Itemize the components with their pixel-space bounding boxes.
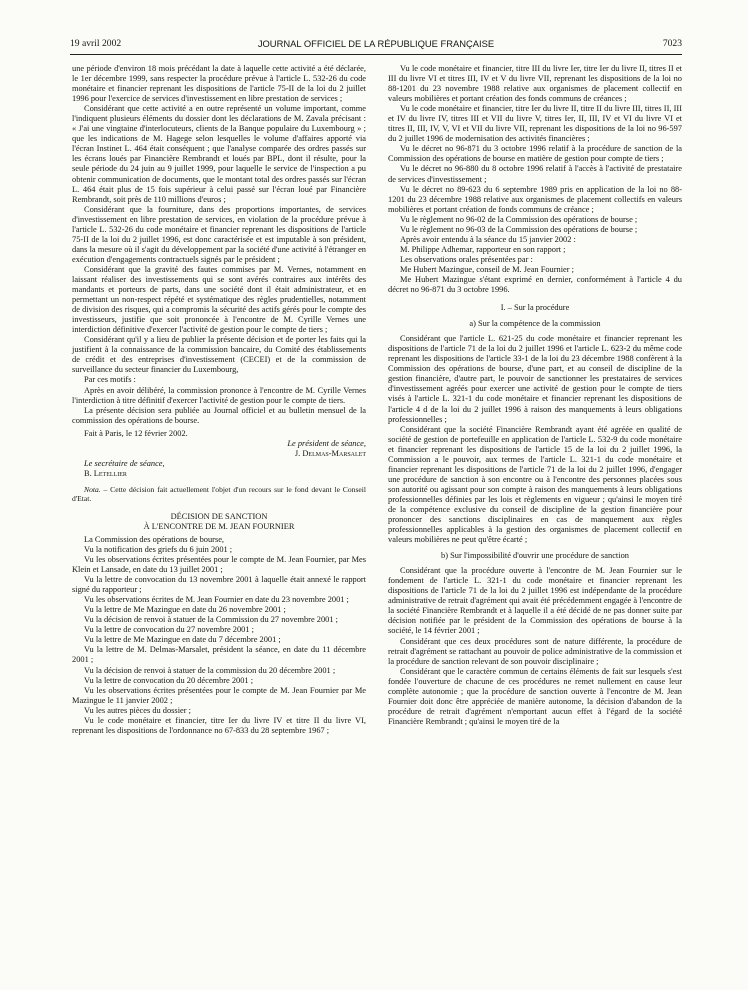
- hearing-line: Me Hubert Mazingue, conseil de M. Jean Fournier ;: [400, 264, 574, 274]
- hearing-line: Me Hubert Mazingue s'étant exprimé en dernier, conformément à l'article 4 du décret no 96-871 du 3 octobre 1996.: [388, 274, 682, 295]
- visa-item: Vu le code monétaire et financier, titre Ier du livre II, titre II du livre III, titres II, III et IV du livre IV, titres III et VII du livre V, titres Ier, II, III, IV et VI du livre VI et titres II, III, IV, V, VI et VII du livre VII, reprenant les dispositions de la loi no 96-597 du 2 juillet 1996 de modernisation des activités financières ;: [388, 104, 682, 144]
- page-header: [70, 37, 682, 51]
- decision-title-line-1: DÉCISION DE SANCTION: [170, 511, 268, 521]
- paragraph: Considérant que le caractère commun de certains éléments de fait sur lesquels s'est fondée l'ouverture de chacune de ces procédures ne remet nullement en cause leur complète autonomie ; que la procédure de sanction ouverte à l'encontre de M. Jean Fournier doit donc être appréciée de manière autonome, la décision d'abandon de la procédure de retrait d'agrément n'emportant aucun effet à l'égard de la société Financière Rembrandt ; qu'ainsi le moyen tiré de la: [388, 666, 682, 726]
- visa-item: Vu le code monétaire et financier, titre III du livre Ier, titre Ier du livre II, titres II et III du livre VI et titres III, IV et V du livre VII, reprenant les dispositions de la loi no 88-1201 du 23 novembre 1988 relative aux organismes de placement collectif en valeurs mobilières et portant création des fonds communs de créances ;: [388, 64, 682, 104]
- decision-intro: La Commission des opérations de bourse,: [84, 534, 225, 544]
- subsection-a-heading: a) Sur la compétence de la commission: [469, 319, 601, 329]
- visa-item: Vu la lettre de convocation du 20 décembre 2001 ;: [84, 675, 254, 685]
- visa-item: Vu les observations écrites présentées pour le compte de M. Jean Fournier par Me Mazingue le 11 janvier 2002 ;: [72, 685, 366, 705]
- visa-item: Vu le code monétaire et financier, titre Ier du livre IV et titre II du livre VI, reprenant les dispositions de l'ordonnance no 67-833 du 28 septembre 1967 ;: [72, 715, 366, 735]
- paragraph: Par ces motifs :: [84, 375, 136, 385]
- visa-item: Vu le décret no 96-880 du 8 octobre 1996 relatif à l'accès à l'activité de prestataire de services d'investissement ;: [388, 164, 682, 184]
- header-page-number: 7023: [662, 38, 682, 49]
- paragraph: La présente décision sera publiée au Journal officiel et au bulletin mensuel de la commission des opérations de bourse.: [72, 405, 366, 425]
- secretary-name: B. Letellier: [84, 468, 127, 478]
- hearing-line: Après avoir entendu à la séance du 15 janvier 2002 :: [400, 234, 576, 244]
- visa-item: Vu la lettre de convocation du 27 novembre 2001 ;: [84, 625, 254, 635]
- paragraph: Considérant que la fourniture, dans des proportions importantes, de services d'investissement en libre prestation de services, en violation de la procédure prévue à l'article L. 532-26 du code monétaire et financier reprenant les dispositions de l'article 75-II de la loi du 2 juillet 1996, est donc caractérisée et est imputable à son président, dans la mesure où il s'agit du développement par la société d'une activité à l'étranger en exécution d'engagements contractuels signés par le président ;: [72, 204, 366, 264]
- paragraph: Considérant que la gravité des fautes commises par M. Vernes, notamment en laissant réaliser des investissements qui se sont avérés contraires aux intérêts des mandants et porteurs de parts, dans une société dont il était administrateur, et en permettant un non-respect répété et systématique des règles prudentielles, notamment de division des risques, qui a compromis la sécurité des actifs gérés pour le compte des investisseurs, justifie que soit prononcée à l'encontre de M. Cyrille Vernes une interdiction définitive d'exercer l'activité de gestion pour le compte de tiers ;: [72, 264, 366, 335]
- paragraph: Considérant qu'il y a lieu de publier la présente décision et de porter les faits qui la justifient à la connaissance de la commission bancaire, du Comité des établissements de crédit et des entreprises d'investissement (CECEI) et de la commission de surveillance du secteur financier du Luxembourg,: [72, 335, 366, 375]
- hearing-line: Les observations orales présentées par :: [400, 254, 533, 264]
- header-journal-title: JOURNAL OFFICIEL DE LA RÉPUBLIQUE FRANÇAISE: [257, 38, 495, 49]
- visa-item: Vu la notification des griefs du 6 juin 2001 ;: [84, 544, 233, 554]
- visa-item: Vu la lettre de M. Delmas-Marsalet, président la séance, en date du 11 décembre 2001 ;: [72, 645, 366, 665]
- note-label: Nota.: [84, 484, 101, 494]
- president-title: Le président de séance,: [287, 438, 366, 448]
- paragraph: une période d'environ 18 mois précédant la date à laquelle cette activité a été déclarée, le 1er décembre 1999, sans respecter la procédure prévue à l'article L. 532-26 du code monétaire et financier reprenant les dispositions de l'article 75-II de la loi du 2 juillet 1996 pour l'exercice de services d'investissement en libre prestation de services ;: [72, 64, 366, 104]
- visa-item: Vu les observations écrites de M. Jean Fournier en date du 23 novembre 2001 ;: [84, 595, 349, 605]
- visa-item: Vu le règlement no 96-02 de la Commission des opérations de bourse ;: [400, 214, 638, 224]
- visa-item: Vu la lettre de Me Mazingue en date du 26 novembre 2001 ;: [84, 605, 286, 615]
- visa-item: Vu les observations écrites présentées pour le compte de M. Jean Fournier, par Mes Klein et Lansade, en date du 13 juillet 2001 ;: [72, 555, 366, 575]
- paragraph: Considérant que la procédure ouverte à l'encontre de M. Jean Fournier sur le fondement de l'article L. 321-1 du code monétaire et financier reprenant les dispositions de l'article 71 de la loi du 2 juillet 1996 est indépendante de la procédure administrative de retrait d'agrément qui avait été précédemment engagée à l'encontre de la société Financière Rembrandt et à laquelle il a été décidé de ne pas donner suite par décision notifiée par le président de la Commission des opérations de bourse à la société, le 14 février 2001 ;: [388, 566, 682, 636]
- paragraph: Considérant que ces deux procédures sont de nature différente, la procédure de retrait d'agrément se rattachant au pouvoir de police administrative de la commission et la procédure de sanction relevant de son pouvoir disciplinaire ;: [388, 636, 682, 666]
- decision-title-line-2: À L'ENCONTRE DE M. JEAN FOURNIER: [143, 521, 295, 531]
- header-date: 19 avril 2002: [70, 38, 122, 49]
- president-name: J. Delmas-Marsalet: [294, 448, 366, 458]
- visa-item: Vu le règlement no 96-03 de la Commission des opérations de bourse ;: [400, 224, 638, 234]
- visa-item: Vu la décision de renvoi à statuer de la Commission du 27 novembre 2001 ;: [84, 615, 338, 625]
- secretary-title: Le secrétaire de séance,: [84, 458, 165, 468]
- paragraph: Considérant que cette activité a en outre représenté un volume important, comme l'indiquent plusieurs éléments du dossier dont les déclarations de M. Zavala précisant : « J'ai une vingtaine d'interlocuteurs, clients de la Banque populaire du Luxembourg » ; que les indications de M. Hagege selon lesquelles le volume d'affaires apporté via l'écran Instinet L. 464 était conséquent ; que l'analyse comparée des ordres passés sur les écrans loués par Financière Rembrandt et loués par BPL, dont il résulte, pour la seule période du 24 juin au 9 juillet 1999, pour laquelle le service de l'inspection a pu obtenir communication de documents, que le montant total des ordres passés sur l'écran L. 464 était plus de 15 fois supérieur à celui passé sur l'écran loué par Financière Rembrandt, soit près de 110 millions d'euros ;: [72, 104, 366, 204]
- nota-note: [72, 485, 366, 503]
- subsection-b-heading: b) Sur l'impossibilité d'ouvrir une procédure de sanction: [441, 551, 629, 561]
- note-text: – Cette décision fait actuellement l'objet d'un recours sur le fond devant le Conseil d'Etat.: [72, 484, 366, 503]
- section-heading: I. – Sur la procédure: [500, 303, 570, 313]
- right-column: [388, 64, 682, 727]
- visa-item: Vu la lettre de convocation du 13 novembre 2001 à laquelle était annexé le rapport signé du rapporteur ;: [72, 575, 366, 595]
- paragraph: Considérant que la société Financière Rembrandt ayant été agréée en qualité de société de gestion de portefeuille en application de l'article L. 532-9 du code monétaire et financier reprenant les dispositions de l'article 15 de la loi du 2 juillet 1996, la Commission a le pouvoir, aux termes de l'article L. 321-1 du code monétaire et financier reprenant les dispositions de l'article 71 de la loi du 2 juillet 1996, d'engager une procédure de sanction à son encontre ou à l'encontre des personnes placées sous son autorité ou agissant pour son compte à raison des manquements à leurs obligations professionnelles définies par les lois et règlements en vigueur ; qu'ainsi le moyen tiré de la compétence exclusive du conseil de discipline de la gestion financière pour prononcer des sanctions disciplinaires en cas de manquement aux règles professionnelles applicables à la gestion des organismes de placement collectif en valeurs mobilières ne peut qu'être écarté ;: [388, 424, 682, 545]
- left-column: [72, 64, 366, 736]
- visa-item: Vu la décision de renvoi à statuer de la commission du 20 décembre 2001 ;: [84, 665, 336, 675]
- paragraph-place-date: Fait à Paris, le 12 février 2002.: [84, 428, 188, 438]
- header-rule: [70, 54, 682, 55]
- paragraph: Considérant que l'article L. 621-25 du code monétaire et financier reprenant les dispositions de l'article 71 de la loi du 2 juillet 1996 et l'article L. 623-2 du même code reprenant les dispositions de l'article 33-1 de la loi du 23 décembre 1988 confèrent à la Commission des opérations de bourse, d'une part, et au conseil de discipline de la gestion financière, d'autre part, le pouvoir de sanctionner les prestataires de services d'investissement agréés pour exercer une activité de gestion pour le compte de tiers visés à l'article L. 321-1 du code monétaire et financier reprenant les dispositions de l'article 4 d de la loi du 2 juillet 1996 à raison des manquements à leurs obligations professionnelles ;: [388, 334, 682, 424]
- paragraph: Après en avoir délibéré, la commission prononce à l'encontre de M. Cyrille Vernes l'interdiction à titre définitif d'exercer l'activité de gestion pour le compte de tiers.: [72, 385, 366, 405]
- visa-item: Vu la lettre de Me Mazingue en date du 7 décembre 2001 ;: [84, 635, 281, 645]
- visa-item: Vu le décret no 96-871 du 3 octobre 1996 relatif à la procédure de sanction de la Commission des opérations de bourse en matière de gestion pour compte de tiers ;: [388, 144, 682, 164]
- visa-item: Vu les autres pièces du dossier ;: [84, 705, 191, 715]
- visa-item: Vu le décret no 89-623 du 6 septembre 1989 pris en application de la loi no 88-1201 du 23 décembre 1988 relative aux organismes de placement collectifs en valeurs mobilières et portant création de fonds communs de créance ;: [388, 184, 682, 214]
- hearing-line: M. Philippe Adhemar, rapporteur en son rapport ;: [400, 244, 566, 254]
